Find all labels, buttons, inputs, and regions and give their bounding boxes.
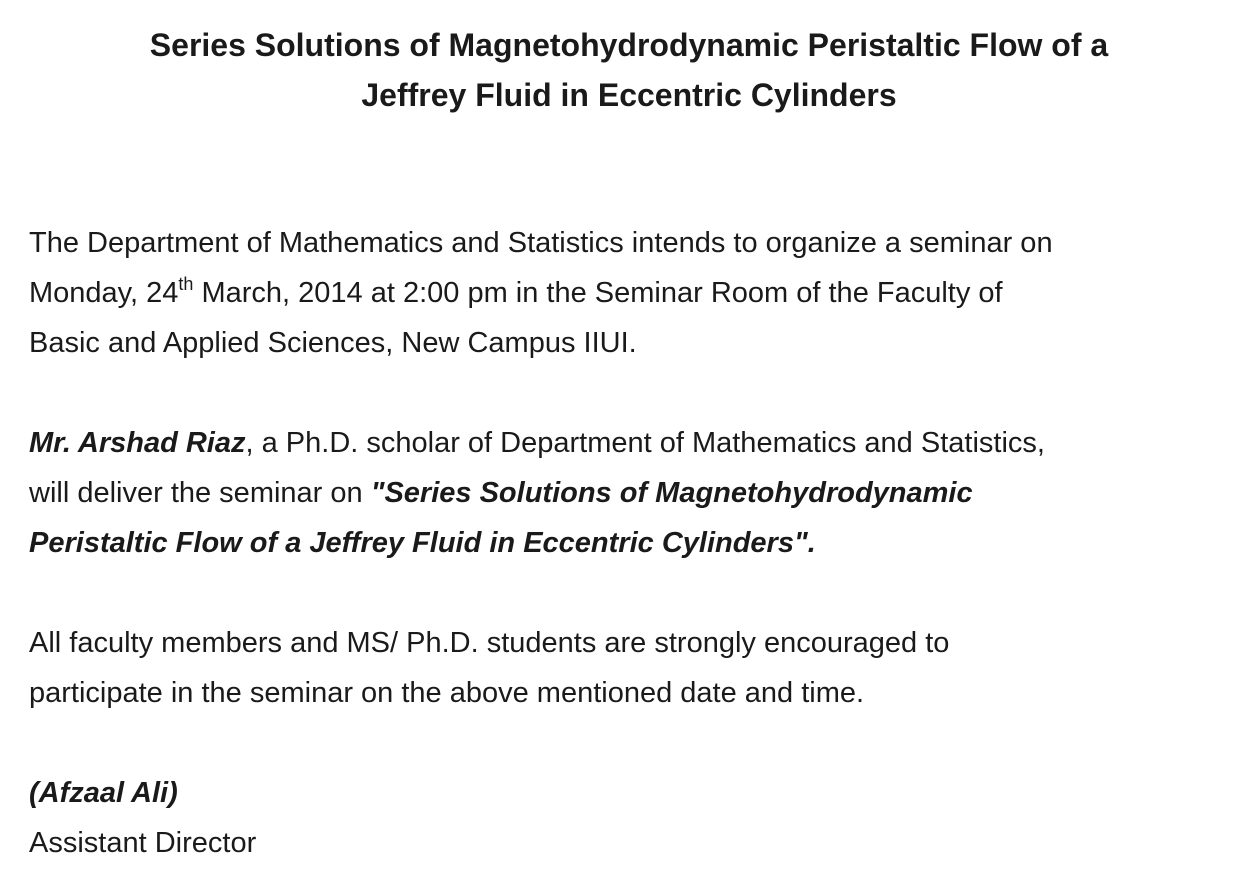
title-line-1: Series Solutions of Magnetohydrodynamic Peristaltic Flow of a xyxy=(149,27,1109,63)
signatory-designation: Assistant Director xyxy=(29,827,257,859)
announcement-paragraph xyxy=(29,218,1229,368)
venue-text: March, 2014 at 2:00 pm in the Seminar Room of the Faculty of xyxy=(193,277,1003,309)
announcement-line-2 xyxy=(29,268,1229,318)
announcement-line-1: The Department of Mathematics and Statistics intends to organize a seminar on xyxy=(29,227,1053,259)
signatory-name: (Afzaal Ali) xyxy=(29,777,178,809)
title-line-2: Jeffrey Fluid in Eccentric Cylinders xyxy=(361,77,897,113)
page-title xyxy=(40,20,1218,120)
speaker-line-1 xyxy=(29,418,1229,468)
invitation-paragraph xyxy=(29,618,1229,718)
announcement-line-3: Basic and Applied Sciences, New Campus IIUI. xyxy=(29,327,637,359)
invitation-line-1: All faculty members and MS/ Ph.D. students are strongly encouraged to xyxy=(29,627,950,659)
deliver-text: will deliver the seminar on xyxy=(29,477,371,509)
speaker-name: Mr. Arshad Riaz xyxy=(29,427,246,459)
signature-block xyxy=(29,768,1229,868)
speaker-line-2 xyxy=(29,468,1229,518)
speaker-description: , a Ph.D. scholar of Department of Mathematics and Statistics, xyxy=(245,427,1045,459)
seminar-topic-part-1: "Series Solutions of Magnetohydrodynamic xyxy=(370,477,973,509)
ordinal-suffix: th xyxy=(178,274,194,294)
seminar-topic-part-2: Peristaltic Flow of a Jeffrey Fluid in Eccentric Cylinders". xyxy=(29,527,816,559)
speaker-paragraph xyxy=(29,418,1229,568)
date-text: Monday, 24 xyxy=(29,277,179,309)
invitation-line-2: participate in the seminar on the above mentioned date and time. xyxy=(29,677,865,709)
